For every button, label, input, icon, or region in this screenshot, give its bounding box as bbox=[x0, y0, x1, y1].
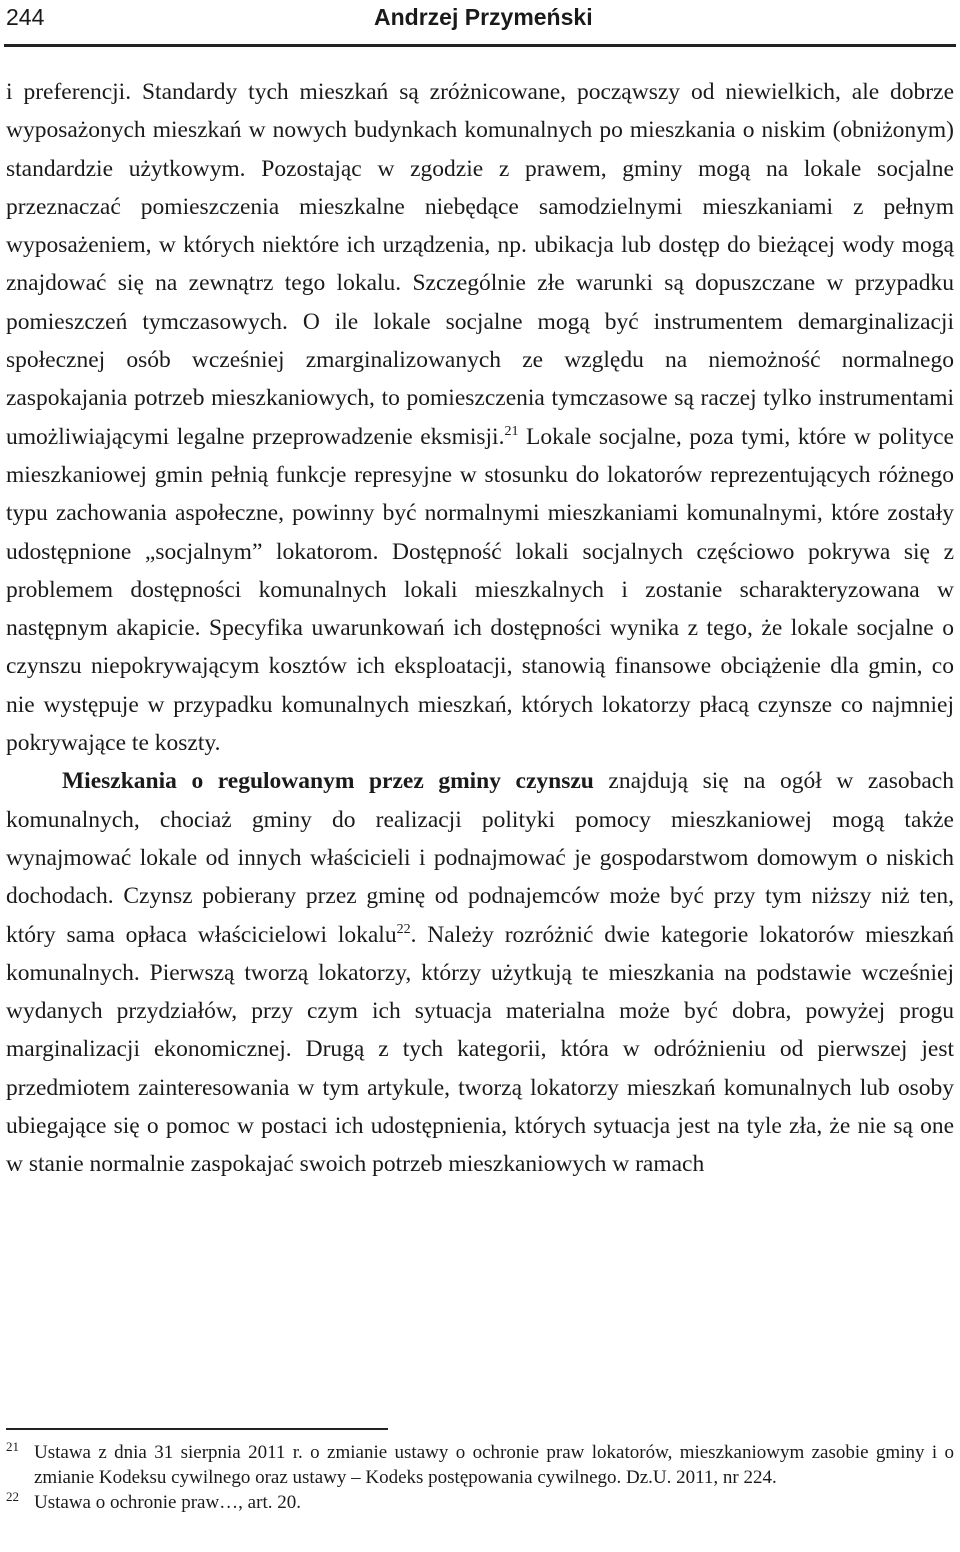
footnote-ref-21: 21 bbox=[504, 423, 519, 439]
footnote-separator bbox=[6, 1428, 388, 1430]
footnote-ref-22: 22 bbox=[396, 921, 411, 937]
running-head-author: Andrzej Przymeński bbox=[374, 4, 593, 30]
footnote-22 bbox=[6, 1490, 954, 1515]
footnote-text: Ustawa o ochronie praw…, art. 20. bbox=[34, 1492, 301, 1513]
paragraph-2-text-a: znajdują się na ogół w zasobach komunalnych, chociaż gminy do realizacji polityki pomocy mieszkaniowej mogą także wynajmować lokale od innych właścicieli i podnajmować je gospodarstwom domowym o niskich dochodach. Czynsz pobierany przez gminę od podnajemców może być przy tym niższy niż ten, który sama opłaca właścicielowi lokalu bbox=[6, 768, 954, 948]
footnote-21 bbox=[6, 1440, 954, 1490]
paragraph-2-bold-lead: Mieszkania o regulowanym przez gminy czynszu bbox=[62, 768, 594, 795]
paragraph-1-text-a: i preferencji. Standardy tych mieszkań są zróżnicowane, począwszy od niewielkich, ale dobrze wyposażonych mieszkań w nowych budynkach komunalnych po mieszkania o niskim (obniżonym) standardzie użytkowym. Pozostając w zgodzie z prawem, gminy mogą na lokale socjalne przeznaczać pomieszczenia mieszkalne niebędące samodzielnymi mieszkaniami z pełnym wyposażeniem, w których niektóre ich urządzenia, np. ubikacja lub dostęp do bieżącej wody mogą znajdować się na zewnątrz tego lokalu. Szczególnie złe warunki są dopuszczane w przypadku pomieszczeń tymczasowych. O ile lokale socjalne mogą być instrumentem demarginalizacji społecznej osób wcześniej zmarginalizowanych ze względu na niemożność normalnego zaspokajania potrzeb mieszkaniowych, to pomieszczenia tymczasowe są raczej tylko instrumentami umożliwiającymi legalne przeprowadzenie eksmisji. bbox=[6, 79, 954, 450]
footnote-number: 21 bbox=[6, 1439, 19, 1454]
page-number: 244 bbox=[6, 4, 45, 30]
footnote-number: 22 bbox=[6, 1489, 19, 1504]
page-header bbox=[4, 0, 956, 47]
footnote-text: Ustawa z dnia 31 sierpnia 2011 r. o zmianie ustawy o ochronie praw lokatorów, mieszkaniowym zasobie gminy i o zmianie Kodeksu cywilnego oraz ustawy – Kodeks postępowania cywilnego. Dz.U. 2011, nr 224. bbox=[34, 1442, 954, 1488]
paragraph-1 bbox=[6, 73, 954, 762]
main-text bbox=[6, 73, 954, 1184]
footnotes bbox=[6, 1440, 954, 1515]
paragraph-2 bbox=[6, 762, 954, 1183]
paragraph-1-text-b: Lokale socjalne, poza tymi, które w polityce mieszkaniowej gmin pełnią funkcje represyjne w stosunku do lokatorów reprezentujących różnego typu zachowania aspołeczne, powinny być normalnymi mieszkaniami komunalnymi, które zostały udostępnione „socjalnym” lokatorom. Dostępność lokali socjalnych częściowo pokrywa się z problemem dostępności komunalnych lokali mieszkalnych i zostanie scharakteryzowana w następnym akapicie. Specyfika uwarunkowań ich dostępności wynika z tego, że lokale socjalne o czynszu niepokrywającym kosztów ich eksploatacji, stanowią finansowe obciążenie dla gmin, co nie występuje w przypadku komunalnych mieszkań, których lokatorzy płacą czynsze co najmniej pokrywające te koszty. bbox=[6, 423, 954, 757]
paragraph-2-text-b: . Należy rozróżnić dwie kategorie lokatorów mieszkań komunalnych. Pierwszą tworzą lokatorzy, którzy użytkują te mieszkania na podstawie wcześniej wydanych przydziałów, przy czym ich sytuacja materialna może być dobra, powyżej progu marginalizacji ekonomicznej. Drugą z tych kategorii, która w odróżnieniu od pierwszej jest przedmiotem zainteresowania w tym artykule, tworzą lokatorzy mieszkań komunalnych lub osoby ubiegające się o pomoc w postaci ich udostępnienia, których sytuacja jest na tyle zła, że nie są one w stanie normalnie zaspokajać swoich potrzeb mieszkaniowych w ramach bbox=[6, 921, 954, 1178]
